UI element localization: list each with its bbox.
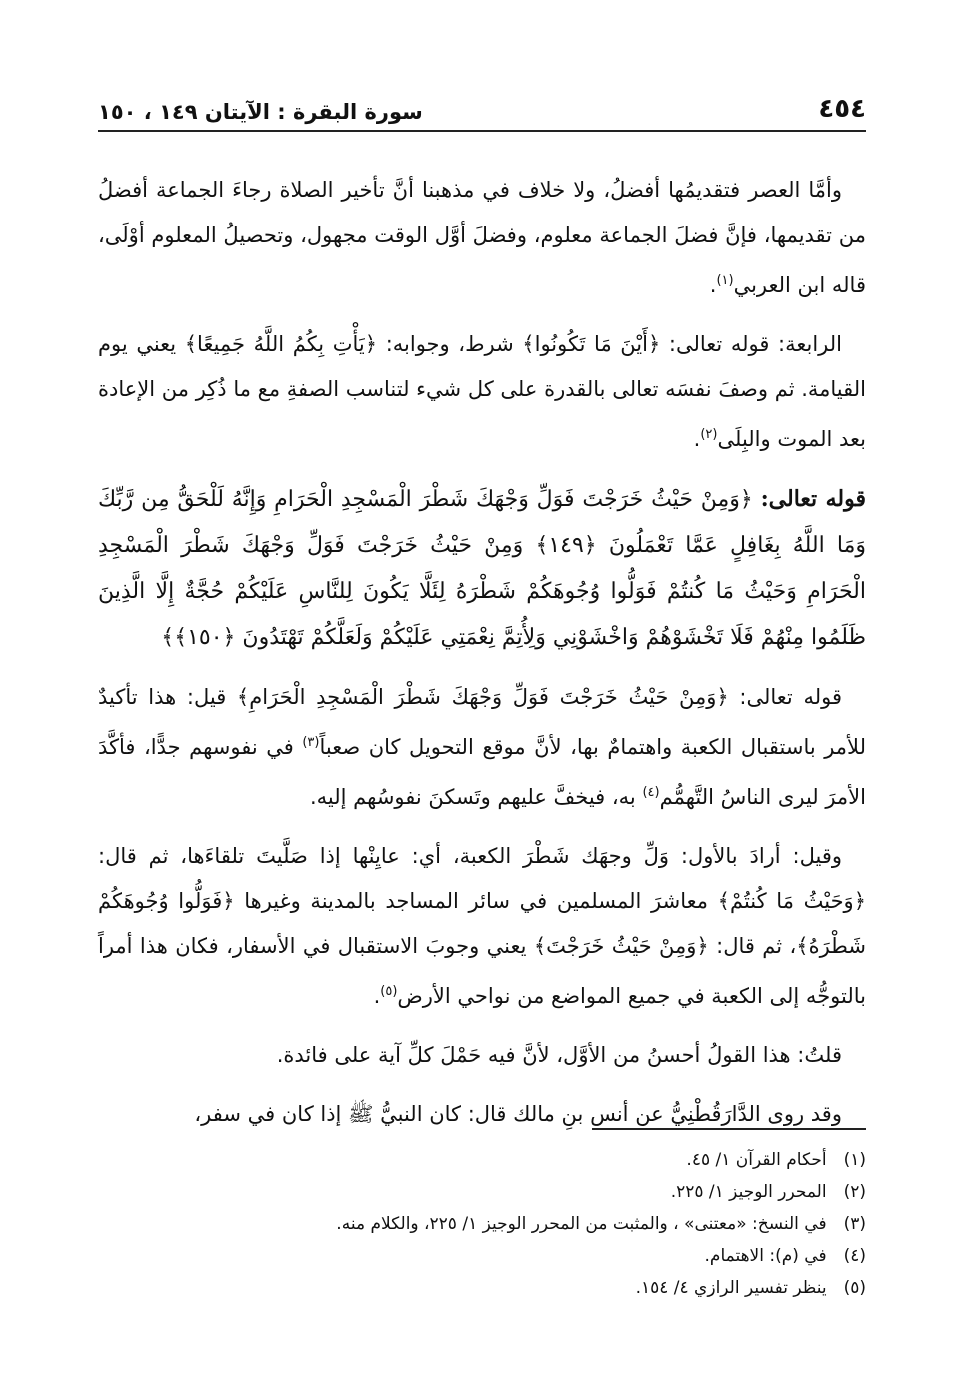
footnote-2 <box>98 1176 866 1208</box>
paragraph-5 <box>98 1033 866 1078</box>
footnotes <box>98 1144 866 1304</box>
paragraph-text: وأمَّا العصر فتقديمُها أفضلُ، ولا خلاف في مذهبنا أنَّ تأخير الصلاة رجاءَ الجماعة أفضلُ من تقديمها، فإنَّ فضلَ الجماعة معلوم، وفضلَ أوَّل الوقت مجهول، وتحصيلُ المعلوم أوْلَى، قاله ابن العربي <box>98 178 866 297</box>
paragraph-text: قوله تعالى: ﴿وَمِنْ حَيْثُ خَرَجْتَ فَوَلِّ وَجْهَكَ شَطْرَ الْمَسْجِدِ الْحَرَامِ﴾ قيل: هذا تأكيدٌ للأمر باستقبال الكعبة واهتمامٌ بها، لأنَّ موقع التحويل كان صعباً <box>98 685 866 759</box>
page-header <box>98 92 866 132</box>
footnote-3 <box>98 1208 866 1240</box>
footnote-4 <box>98 1240 866 1272</box>
footnote-ref-2: (٢) <box>700 427 718 442</box>
paragraph-text: قلتُ: هذا القولُ أحسنُ من الأوَّل، لأنَّ فيه حَمْلَ كلِّ آية على فائدة. <box>276 1043 842 1067</box>
footnote-1 <box>98 1144 866 1176</box>
footnote-number: (٤) <box>843 1246 866 1266</box>
footnote-text: في النسخ: «معتنى» ، والمثبت من المحرر الوجيز ١/ ٢٢٥، والكلام منه. <box>336 1214 827 1234</box>
quran-verse-block <box>98 476 866 661</box>
footnote-number: (١) <box>843 1150 866 1170</box>
footnote-text: في (م): الاهتمام. <box>704 1246 827 1266</box>
footnote-text: ينظر تفسير الرازي ٤/ ١٥٤. <box>635 1278 827 1298</box>
paragraph-2 <box>98 322 866 462</box>
footnote-ref-4: (٤) <box>642 785 660 800</box>
paragraph-text: وقيل: أرادَ بالأول: وَلِّ وجهَك شَطْرَ الكعبة، أي: عايِنْها إذا صَلَّيتَ تلقاءَها، ثم قال: ﴿وَحَيْثُ مَا كُنتُمْ﴾ معاشرَ المسلمين في سائر المساجد بالمدينة وغيرها ﴿فَوَلُّوا وُجُوهَكُمْ شَطْرَهُ﴾، ثم قال: ﴿وَمِنْ حَيْثُ خَرَجْتَ﴾ يعني وجوبَ الاستقبال في الأسفار، فكان هذا أمراً بالتوجُّه إلى الكعبة في جميع المواضع من نواحي الأرض <box>98 844 866 1008</box>
footnote-ref-3: (٣) <box>302 735 320 750</box>
footnote-5 <box>98 1272 866 1304</box>
paragraph-end: . <box>373 984 381 1008</box>
verse-label: قوله تعالى: <box>760 486 867 512</box>
paragraph-text: به، فيخفَّ عليهم وتَسكنَ نفوسُهم إليه. <box>310 785 643 809</box>
paragraph-6 <box>98 1092 866 1137</box>
paragraph-1 <box>98 168 866 308</box>
paragraph-end: . <box>693 427 701 451</box>
paragraph-text: في نفوسهم جدًّا، فأكَّدَ الأمرَ ليرى الناسُ التَّهمُّم <box>98 735 866 809</box>
body-text <box>98 168 866 1151</box>
footnote-number: (٥) <box>843 1278 866 1298</box>
footnote-number: (٢) <box>843 1182 866 1202</box>
running-title: سورة البقرة : الآيتان ١٤٩ ، ١٥٠ <box>98 100 423 124</box>
footnote-text: أحكام القرآن ١/ ٤٥. <box>686 1150 827 1170</box>
paragraph-text: وقد روى الدَّارَقُطْنِيُّ عن أنس بنِ مالك قال: كان النبيُّ ﷺ إذا كان في سفر، <box>194 1102 842 1126</box>
page-number: ٤٥٤ <box>818 94 866 124</box>
paragraph-text: الرابعة: قوله تعالى: ﴿أَيْنَ مَا تَكُونُوا﴾ شرط، وجوابه: ﴿يَأْتِ بِكُمُ اللَّهُ جَمِيعًا﴾ يعني يوم القيامة. ثم وصفَ نفسَه تعالى بالقدرة على كل شيء لتناسب الصفةِ مع ما ذُكِر من الإعادة بعد الموت والبِلَى <box>98 332 866 451</box>
footnote-number: (٣) <box>843 1214 866 1234</box>
paragraph-3 <box>98 675 866 820</box>
paragraph-end: . <box>709 273 717 297</box>
footnote-ref-1: (١) <box>716 273 734 288</box>
paragraph-4 <box>98 834 866 1019</box>
footnote-separator <box>592 1128 866 1130</box>
quran-verse: ﴿وَمِنْ حَيْثُ خَرَجْتَ فَوَلِّ وَجْهَكَ شَطْرَ الْمَسْجِدِ الْحَرَامِ وَإِنَّهُ لَلْحَقُّ مِن رَّبِّكَ وَمَا اللَّهُ بِغَافِلٍ عَمَّا تَعْمَلُونَ ﴿١٤٩﴾ وَمِنْ حَيْثُ خَرَجْتَ فَوَلِّ وَجْهَكَ شَطْرَ الْمَسْجِدِ الْحَرَامِ وَحَيْثُ مَا كُنتُمْ فَوَلُّوا وُجُوهَكُمْ شَطْرَهُ لِئَلَّا يَكُونَ لِلنَّاسِ عَلَيْكُمْ حُجَّةٌ إِلَّا الَّذِينَ ظَلَمُوا مِنْهُمْ فَلَا تَخْشَوْهُمْ وَاخْشَوْنِي وَلِأُتِمَّ نِعْمَتِي عَلَيْكُمْ وَلَعَلَّكُمْ تَهْتَدُونَ ﴿١٥٠﴾﴾ <box>98 487 866 650</box>
footnote-text: المحرر الوجيز ١/ ٢٢٥. <box>670 1182 827 1202</box>
footnote-ref-5: (٥) <box>380 984 398 999</box>
